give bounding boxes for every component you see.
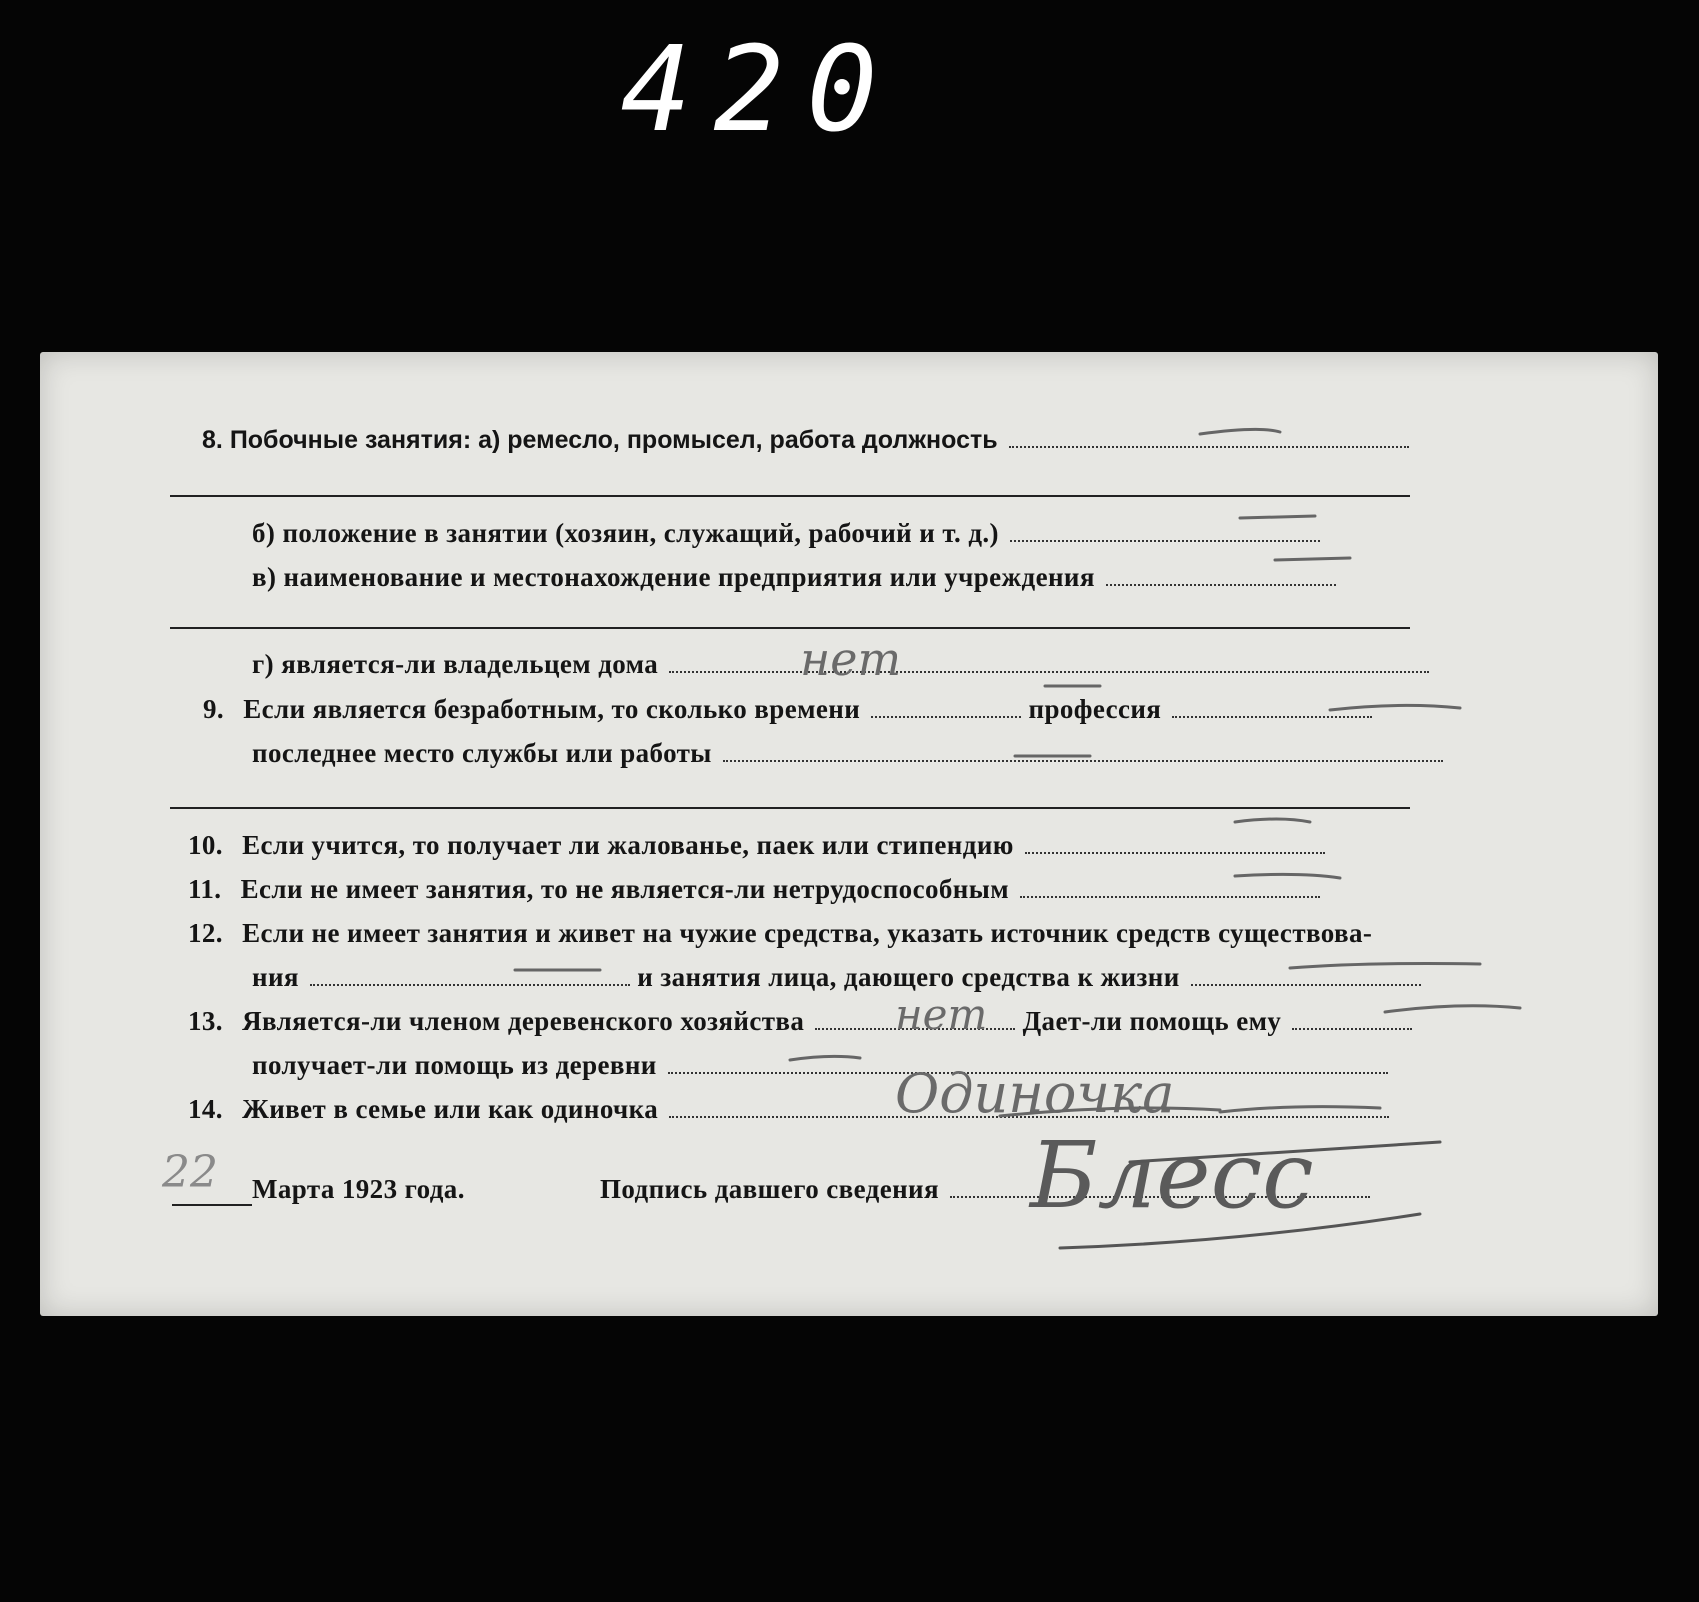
pencil-dash [1290, 964, 1480, 969]
q14-answer: Одиночка [895, 1062, 1175, 1125]
q8b-label: б) положение в занятии (хозяин, служащий, рабочий и т. д.) [252, 518, 999, 548]
pencil-dash [1000, 1108, 1220, 1116]
q13-answer: нет [895, 990, 988, 1039]
frame-number-text: 420 [620, 20, 900, 158]
q13-text2: Дает-ли помощь ему [1022, 1006, 1282, 1036]
q11-text: Если не имеет занятия, то не является-ли нетрудоспособным [240, 874, 1009, 904]
footer-date-text: Марта 1923 года. [252, 1174, 465, 1204]
pencil-dash [1200, 429, 1280, 434]
q9-line2-label: последнее место службы или работы [252, 738, 712, 768]
q8-label: Побочные занятия: а) ремесло, промысел, работа должность [229, 426, 998, 454]
pencil-dash [1220, 1107, 1380, 1112]
q14-number: 14. [188, 1094, 223, 1124]
q10-number: 10. [188, 830, 223, 860]
q10-text: Если учится, то получает ли жалованье, паек или стипендию [242, 830, 1014, 860]
pencil-dash [1235, 819, 1310, 822]
footer-signature-label: Подпись давшего сведения [600, 1174, 940, 1204]
questionnaire-card [40, 352, 1658, 1316]
q12-text: Если не имеет занятия и живет на чужие средства, указать источник средств существова- [242, 918, 1373, 948]
q11-number: 11. [188, 874, 222, 904]
pencil-dash [1235, 874, 1340, 878]
footer-day: 22 [162, 1147, 218, 1198]
q9-number: 9. [203, 694, 225, 724]
q8-number: 8. [202, 426, 223, 454]
pencil-dash [790, 1056, 860, 1060]
pencil-dash [1240, 516, 1315, 518]
q13-line2-label: получает-ли помощь из деревни [252, 1050, 657, 1080]
q8g-answer: нет [800, 632, 902, 686]
pencil-marks [40, 352, 1658, 1316]
frame-number [0, 0, 1699, 200]
q12-cont-a: ния [252, 962, 299, 992]
pencil-dash [1385, 1006, 1520, 1012]
q13-text: Является-ли членом деревенского хозяйства [242, 1006, 805, 1036]
pencil-stroke [1060, 1214, 1420, 1248]
q12-number: 12. [188, 918, 223, 948]
q12-cont-b: и занятия лица, дающего средства к жизни [637, 962, 1180, 992]
pencil-dash [1330, 705, 1460, 710]
q8g-label: г) является-ли владельцем дома [252, 649, 659, 679]
q14-text: Живет в семье или как одиночка [242, 1094, 659, 1124]
q13-number: 13. [188, 1006, 223, 1036]
q8v-label: в) наименование и местонахождение предприятия или учреждения [252, 562, 1095, 592]
pencil-dash [1275, 558, 1350, 560]
q9-part2: профессия [1028, 694, 1162, 724]
pencil-stroke [1130, 1142, 1440, 1162]
signature: Блесс [1030, 1122, 1314, 1229]
q9-part1: Если является безработным, то сколько времени [243, 694, 861, 724]
